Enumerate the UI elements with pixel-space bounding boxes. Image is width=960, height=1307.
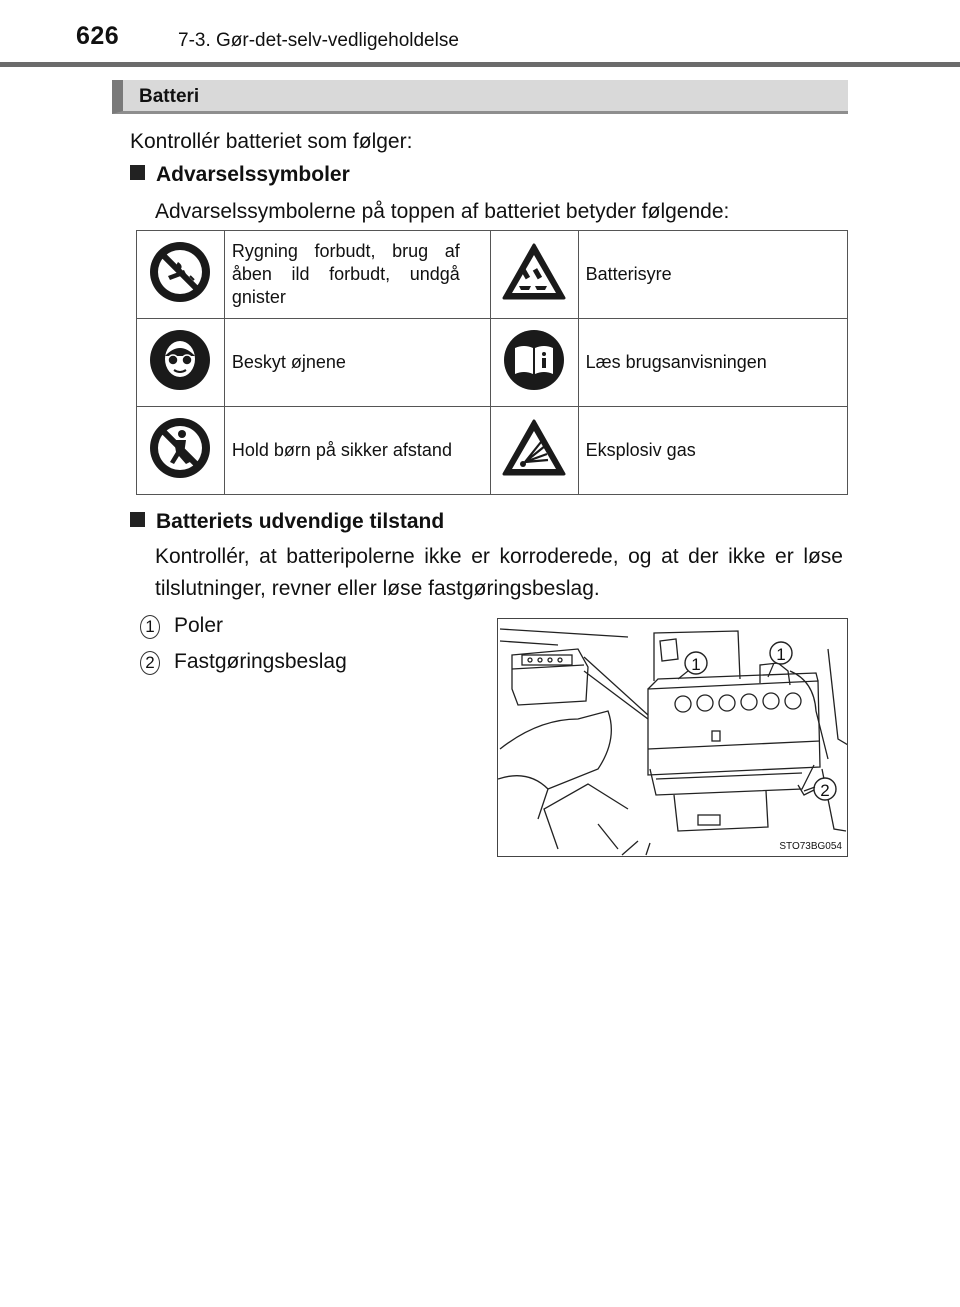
keep-children-away-icon bbox=[148, 416, 212, 480]
exterior-heading bbox=[130, 510, 444, 534]
icon-cell bbox=[137, 231, 225, 319]
table-row bbox=[137, 407, 848, 495]
warning-symbols-description: Advarselssymbolerne på toppen af batteriet betyder følgende: bbox=[155, 200, 730, 223]
warning-symbols-heading-text: Advarselssymboler bbox=[156, 163, 350, 186]
symbol-label: Eksplosiv gas bbox=[578, 407, 847, 495]
icon-cell bbox=[137, 319, 225, 407]
symbol-label: Beskyt øjnene bbox=[224, 319, 490, 407]
illustration-callout-2: 2 bbox=[820, 781, 830, 800]
section-bar bbox=[112, 80, 848, 114]
exterior-heading-text: Batteriets udvendige tilstand bbox=[156, 510, 445, 533]
section-title: Batteri bbox=[139, 86, 200, 107]
callout-label: Fastgøringsbeslag bbox=[174, 650, 347, 673]
warning-symbols-table bbox=[136, 230, 848, 495]
battery-acid-icon bbox=[501, 242, 567, 302]
illustration-callout-1: 1 bbox=[691, 655, 701, 674]
symbol-label: Batterisyre bbox=[578, 231, 847, 319]
illustration-code: STO73BG054 bbox=[779, 841, 842, 852]
battery-drawing bbox=[498, 619, 848, 857]
section-intro: Kontrollér batteriet som følger: bbox=[130, 130, 413, 153]
icon-cell bbox=[137, 407, 225, 495]
icon-cell bbox=[490, 231, 578, 319]
page-number: 626 bbox=[76, 22, 120, 50]
callout-number: 1 bbox=[140, 615, 160, 639]
eye-protection-icon bbox=[148, 328, 212, 392]
square-bullet-icon bbox=[130, 512, 145, 527]
read-manual-icon bbox=[502, 328, 566, 392]
explosive-gas-icon bbox=[501, 418, 567, 478]
battery-illustration bbox=[497, 618, 848, 857]
chapter-title: 7-3. Gør-det-selv-vedligeholdelse bbox=[178, 30, 459, 51]
table-row bbox=[137, 231, 848, 319]
callout-number: 2 bbox=[140, 651, 160, 675]
illustration-callout-1-second: 1 bbox=[776, 645, 786, 664]
table-row bbox=[137, 319, 848, 407]
warning-symbols-heading bbox=[130, 163, 350, 187]
callout-label: Poler bbox=[174, 614, 224, 637]
symbol-label: Læs brugsanvisningen bbox=[578, 319, 847, 407]
callout-row bbox=[140, 614, 223, 639]
icon-cell bbox=[490, 407, 578, 495]
header-rule bbox=[0, 62, 960, 67]
callout-row bbox=[140, 650, 347, 675]
exterior-description: Kontrollér, at batteripolerne ikke er korroderede, og at der ikke er løse tilslutninger, revner eller løse fastgøringsbeslag. bbox=[155, 545, 843, 600]
symbol-label: Rygning forbudt, brug af åben ild forbudt, undgå gnister bbox=[224, 231, 490, 319]
icon-cell bbox=[490, 319, 578, 407]
symbol-label: Hold børn på sikker afstand bbox=[224, 407, 490, 495]
square-bullet-icon bbox=[130, 165, 145, 180]
no-smoking-no-flame-icon bbox=[148, 240, 212, 304]
